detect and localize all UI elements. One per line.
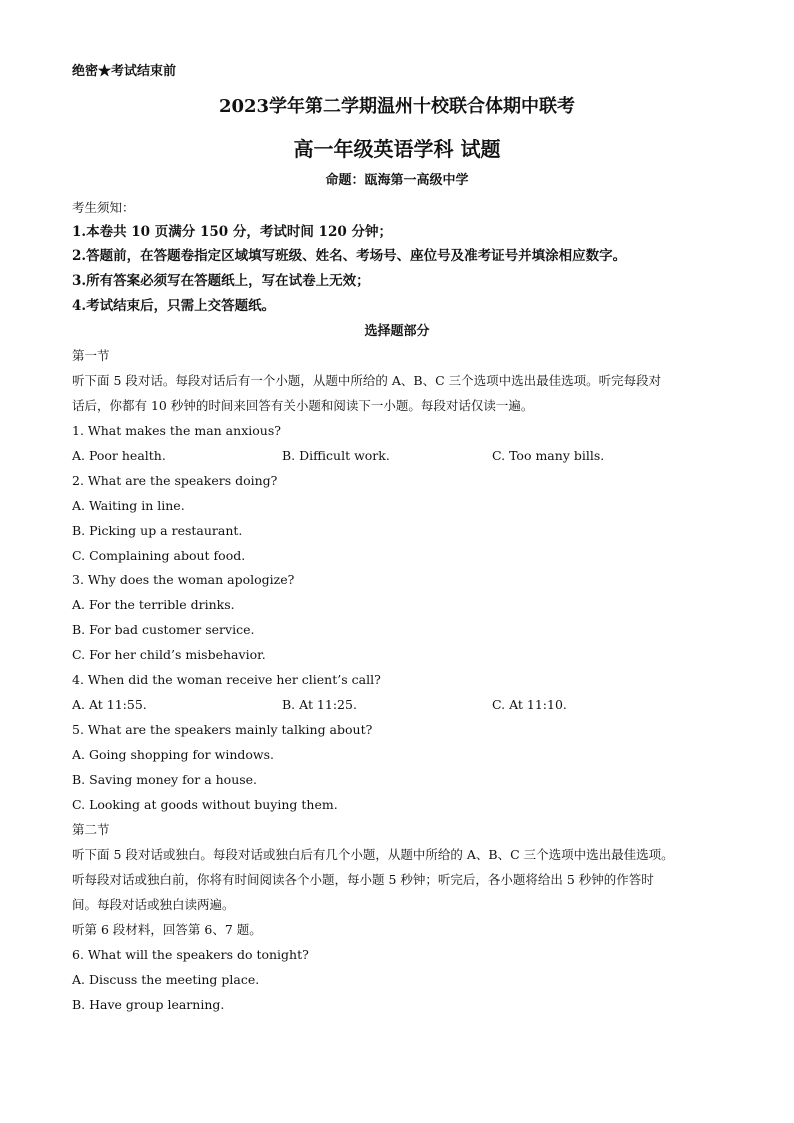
exam-author: 命题：瓯海第一高级中学	[325, 173, 469, 188]
instructions-heading: 考生须知：	[72, 200, 135, 215]
q2-option-c: C. Complaining about food.	[72, 548, 246, 563]
question-5: 5. What are the speakers mainly talking about?	[72, 722, 373, 737]
q1-option-c: C. Too many bills.	[492, 448, 605, 463]
exam-subtitle: 高一年级英语学科 试题	[293, 137, 501, 161]
section1-directions: 听下面 5 段对话。每段对话后有一个小题，从题中所给的 A、B、C 三个选项中选出最佳选项。听完每段对	[72, 373, 662, 388]
q6-option-a: A. Discuss the meeting place.	[72, 972, 260, 987]
question-6: 6. What will the speakers do tonight?	[72, 947, 309, 962]
instruction-item: 3.所有答案必须写在答题纸上，写在试卷上无效；	[72, 273, 370, 289]
instruction-item: 2.答题前，在答题卷指定区域填写班级、姓名、考场号、座位号及准考证号并填涂相应数字。	[72, 248, 627, 264]
q1-option-b: B. Difficult work.	[282, 448, 390, 463]
material-intro: 听第 6 段材料，回答第 6、7 题。	[72, 922, 262, 937]
q5-option-a: A. Going shopping for windows.	[72, 747, 274, 762]
q3-option-b: B. For bad customer service.	[72, 622, 255, 637]
q1-option-a: A. Poor health.	[72, 448, 166, 463]
q4-option-a: A. At 11:55.	[72, 697, 147, 712]
question-1: 1. What makes the man anxious?	[72, 423, 281, 438]
q2-option-a: A. Waiting in line.	[72, 498, 185, 513]
q5-option-b: B. Saving money for a house.	[72, 772, 258, 787]
q6-option-b: B. Have group learning.	[72, 997, 225, 1012]
instruction-item: 4.考试结束后，只需上交答题纸。	[72, 298, 276, 314]
question-2: 2. What are the speakers doing?	[72, 473, 278, 488]
question-3: 3. Why does the woman apologize?	[72, 572, 295, 587]
q5-option-c: C. Looking at goods without buying them.	[72, 797, 338, 812]
instruction-item: 1.本卷共 10 页满分 150 分，考试时间 120 分钟；	[72, 224, 392, 240]
section2-directions: 间。每段对话或独白读两遍。	[72, 897, 235, 912]
section2-label: 第二节	[72, 822, 110, 837]
question-4: 4. When did the woman receive her client’s call?	[72, 672, 381, 687]
section1-directions: 话后，你都有 10 秒钟的时间来回答有关小题和阅读下一小题。每段对话仅读一遍。	[72, 398, 534, 413]
q3-option-c: C. For her child’s misbehavior.	[72, 647, 266, 662]
q3-option-a: A. For the terrible drinks.	[72, 597, 235, 612]
exam-title: 2023学年第二学期温州十校联合体期中联考	[218, 96, 576, 117]
q4-option-b: B. At 11:25.	[282, 697, 357, 712]
q4-option-c: C. At 11:10.	[492, 697, 567, 712]
q2-option-b: B. Picking up a restaurant.	[72, 523, 243, 538]
section2-directions: 听每段对话或独白前，你将有时间阅读各个小题，每小题 5 秒钟；听完后，各小题将给出 5 秒钟的作答时	[72, 872, 654, 887]
part-title: 选择题部分	[364, 324, 430, 339]
confidential-mark: 绝密★考试结束前	[72, 64, 177, 79]
section1-label: 第一节	[72, 348, 110, 363]
section2-directions: 听下面 5 段对话或独白。每段对话或独白后有几个小题，从题中所给的 A、B、C 三个选项中选出最佳选项。	[72, 847, 674, 862]
